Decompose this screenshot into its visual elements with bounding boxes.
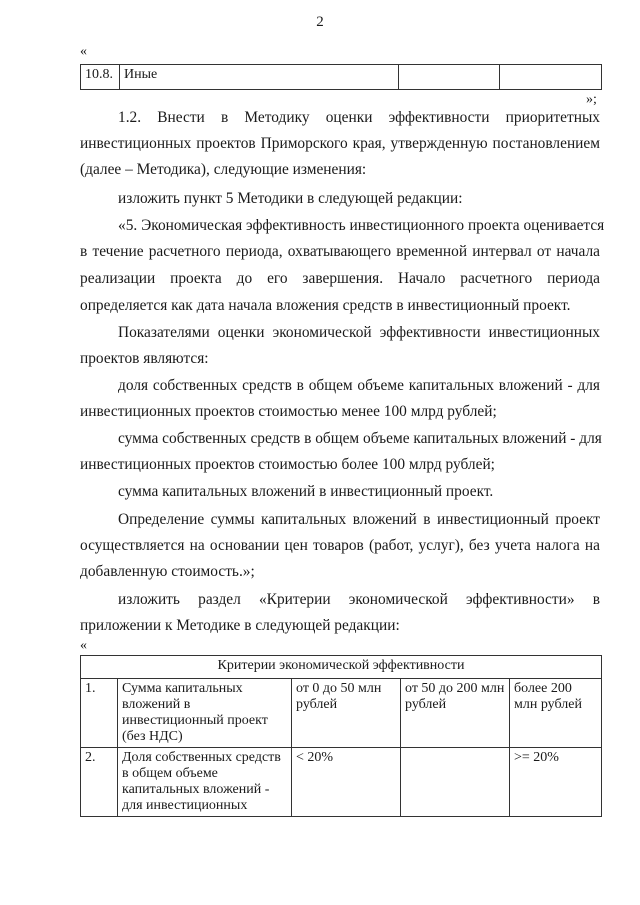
table-header-row	[81, 656, 602, 679]
row-label: Иные	[120, 65, 399, 90]
text-line: реализации проекта до его завершения. Начало расчетного периода	[80, 270, 600, 287]
quote-close-1: »;	[586, 92, 597, 107]
text-line: сумма капитальных вложений в инвестиционный проект.	[118, 483, 494, 500]
row-cell: более 200 млн рублей	[510, 679, 602, 748]
text-line: осуществляется на основании цен товаров (работ, услуг), без учета налога на	[80, 537, 600, 554]
row-label: Доля собственных средств в общем объеме капитальных вложений - для инвестиционных	[118, 748, 292, 817]
text-line: инвестиционных проектов стоимостью менее 100 млрд рублей;	[80, 403, 497, 420]
text-line: доля собственных средств в общем объеме капитальных вложений - для	[118, 377, 600, 394]
text-line: изложить пункт 5 Методики в следующей редакции:	[118, 190, 463, 207]
text-line: инвестиционных проектов Приморского края, утвержденную постановлением	[80, 135, 600, 152]
text-line: инвестиционных проектов стоимостью более 100 млрд рублей;	[80, 456, 495, 473]
text-line: в течение расчетного периода, охватывающего временной интервал от начала	[80, 243, 600, 260]
criteria-table	[80, 655, 602, 817]
table-amendment	[80, 64, 602, 90]
table-row	[81, 679, 602, 748]
text-line: сумма собственных средств в общем объеме капитальных вложений - для	[118, 430, 602, 447]
row-cell: от 50 до 200 млн рублей	[401, 679, 510, 748]
page-number: 2	[316, 14, 324, 30]
row-label: Сумма капитальных вложений в инвестиционный проект (без НДС)	[118, 679, 292, 748]
text-line: изложить раздел «Критерии экономической эффективности» в	[118, 591, 600, 608]
row-number: 1.	[81, 679, 118, 748]
text-line: (далее – Методика), следующие изменения:	[80, 161, 367, 178]
text-line: Определение суммы капитальных вложений в инвестиционный проект	[118, 511, 600, 528]
text-line: определяется как дата начала вложения средств в инвестиционный проект.	[80, 297, 571, 314]
row-number: 2.	[81, 748, 118, 817]
row-cell: от 0 до 50 млн рублей	[292, 679, 401, 748]
row-cell	[399, 65, 500, 90]
row-cell	[500, 65, 602, 90]
quote-open-2: «	[80, 638, 87, 653]
text-line: 1.2. Внести в Методику оценки эффективности приоритетных	[118, 109, 600, 126]
row-cell: < 20%	[292, 748, 401, 817]
table-row	[81, 65, 602, 90]
row-number: 10.8.	[81, 65, 120, 90]
row-cell	[401, 748, 510, 817]
text-line: проектов являются:	[80, 350, 209, 367]
text-line: приложении к Методике в следующей редакции:	[80, 617, 400, 634]
text-line: «5. Экономическая эффективность инвестиционного проекта оценивается	[118, 217, 605, 234]
text-line: добавленную стоимость.»;	[80, 563, 255, 580]
table-row	[81, 748, 602, 817]
text-line: Показателями оценки экономической эффективности инвестиционных	[118, 324, 600, 341]
criteria-table-title: Критерии экономической эффективности	[81, 656, 602, 679]
quote-open-1: «	[80, 44, 87, 59]
row-cell: >= 20%	[510, 748, 602, 817]
